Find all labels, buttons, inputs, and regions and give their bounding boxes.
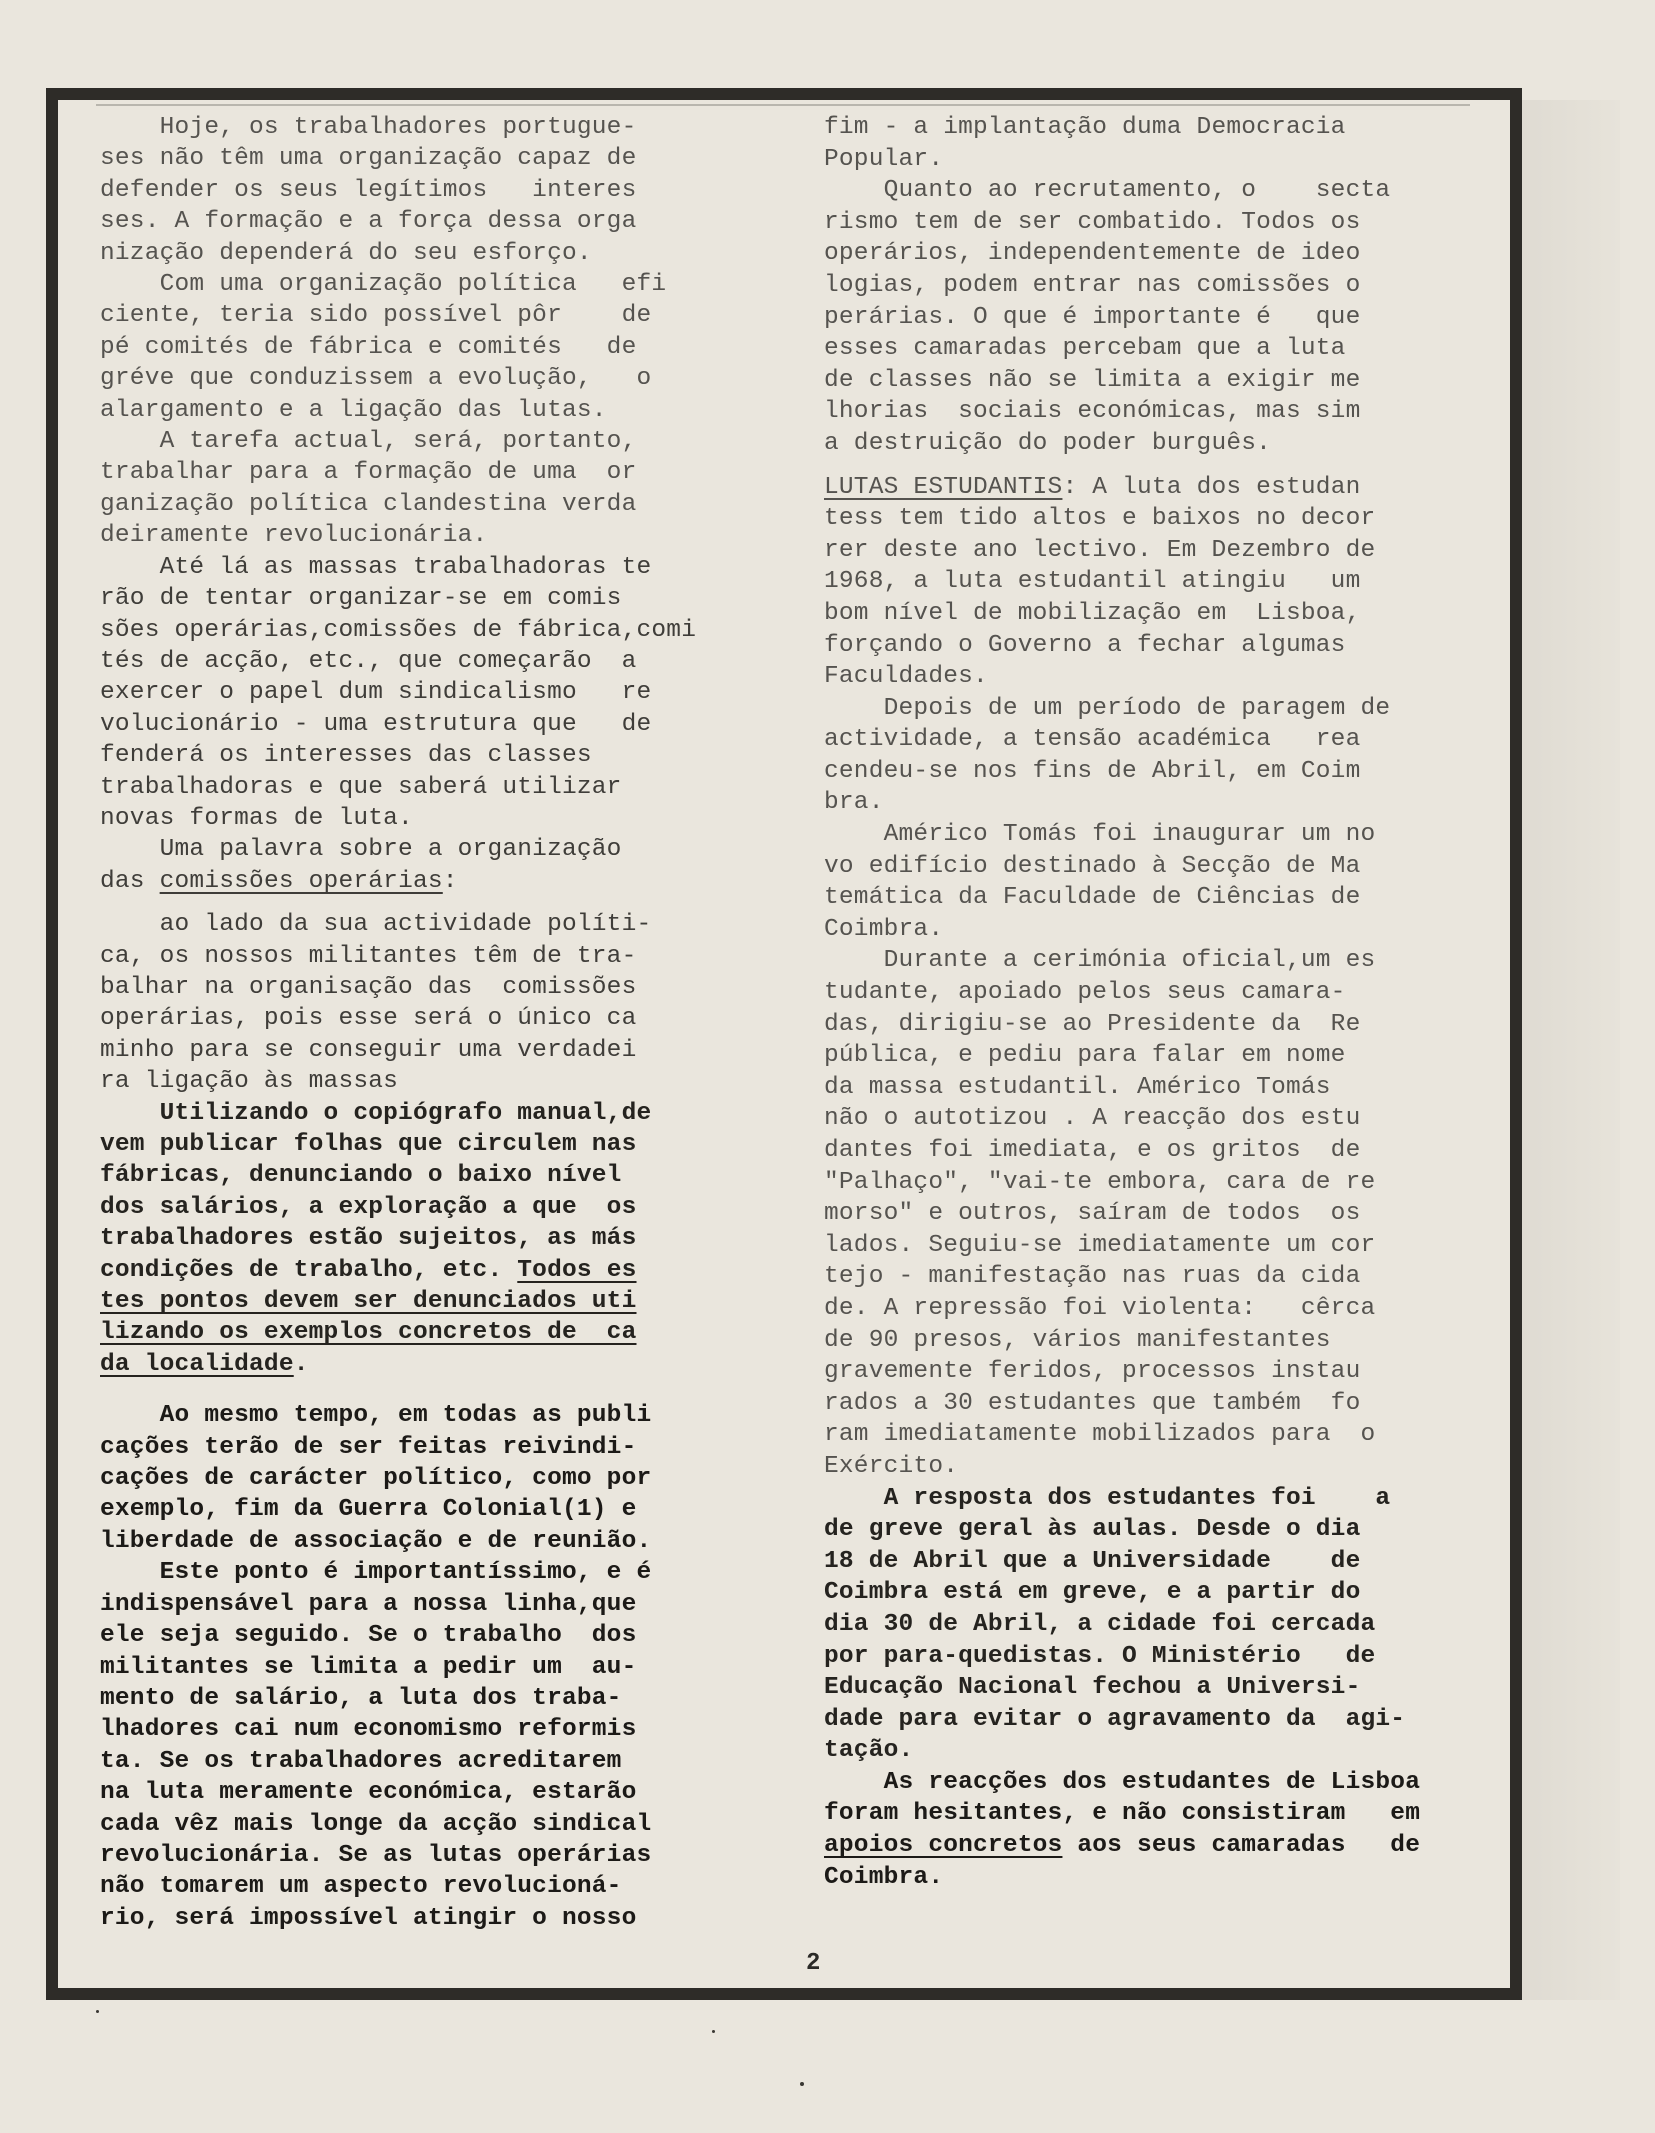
text-line: fenderá os interesses das classes — [100, 742, 592, 770]
text-line: volucionário - uma estrutura que de — [100, 710, 652, 738]
text-line: ra ligação às massas — [100, 1068, 399, 1096]
text-line: Hoje, os trabalhadores portugue- — [100, 114, 637, 141]
text-line: Coimbra. — [824, 1863, 944, 1891]
text-line: mento de salário, a luta dos traba- — [100, 1684, 622, 1712]
text-line: As reacções dos estudantes de Lisboa — [824, 1768, 1421, 1796]
ink-speck — [712, 2030, 715, 2033]
text-line: a destruição do poder burguês. — [824, 429, 1272, 457]
paragraph — [100, 1380, 740, 1400]
left-text-column — [100, 112, 740, 1934]
text-line: gréve que conduzissem a evolução, o — [100, 365, 652, 393]
text-line: 1968, a luta estudantil atingiu um — [824, 568, 1361, 596]
text-line: esses camaradas percebam que a luta — [824, 335, 1346, 363]
text-line: militantes se limita a pedir um au- — [100, 1653, 637, 1681]
text-line: não tomarem um aspecto revolucioná- — [100, 1873, 622, 1901]
text-line: minho para se conseguir uma verdadei — [100, 1036, 637, 1064]
text-line: "Palhaço", "vai-te embora, cara de re — [824, 1168, 1376, 1196]
text-line: cações terão de ser feitas reivindi- — [100, 1433, 637, 1461]
text-line: tess tem tido altos e baixos no decor — [824, 505, 1376, 533]
paragraph — [824, 112, 1484, 175]
text-line: ganização política clandestina verda — [100, 490, 637, 518]
text-line: rismo tem de ser combatido. Todos os — [824, 208, 1361, 236]
text-line: apoios concretos aos seus camaradas de — [824, 1832, 1421, 1860]
text-line: cendeu-se nos fins de Abril, em Coim — [824, 757, 1361, 785]
text-line — [100, 1286, 740, 1317]
text-line: dade para evitar o agravamento da agi- — [824, 1705, 1406, 1733]
underlined-text: tes pontos devem ser denunciados uti — [100, 1288, 637, 1316]
text-line: balhar na organisação das comissões — [100, 973, 637, 1001]
text-line: de. A repressão foi violenta: cêrca — [824, 1294, 1376, 1322]
text-line: temática da Faculdade de Ciências de — [824, 884, 1361, 912]
text-line: perárias. O que é importante é que — [824, 303, 1361, 331]
page-number: 2 — [806, 1950, 821, 1977]
underlined-text: da localidade — [100, 1350, 294, 1378]
text-line: tudante, apoiado pelos seus camara- — [824, 979, 1346, 1007]
text-line: morso" e outros, saíram de todos os — [824, 1200, 1361, 1228]
text-line: Ao mesmo tempo, em todas as publi — [100, 1402, 652, 1430]
text-line: das comissões operárias: — [100, 867, 458, 895]
text-line: actividade, a tensão académica rea — [824, 726, 1361, 754]
text-line: tés de acção, etc., que começarão a — [100, 647, 637, 675]
text-line: gravemente feridos, processos instau — [824, 1358, 1361, 1386]
text-line: indispensável para a nossa linha,que — [100, 1590, 637, 1618]
text-line: ele seja seguido. Se o trabalho dos — [100, 1622, 637, 1650]
text-line: trabalhadores estão sujeitos, as más — [100, 1225, 637, 1253]
text-line: rão de tentar organizar-se em comis — [100, 585, 622, 613]
text-line: 18 de Abril que a Universidade de — [824, 1547, 1361, 1575]
right-text-column — [824, 112, 1484, 1893]
ink-speck — [96, 2010, 99, 2013]
text-line: ram imediatamente mobilizados para o — [824, 1421, 1376, 1449]
text-line: cada vêz mais longe da acção sindical — [100, 1810, 652, 1838]
text-line: operárias, pois esse será o único ca — [100, 1005, 637, 1033]
underlined-text: comissões operárias — [159, 867, 443, 895]
text-line: rer deste ano lectivo. Em Dezembro de — [824, 536, 1376, 564]
text-line: tação. — [824, 1737, 914, 1765]
text-line: Quanto ao recrutamento, o secta — [824, 177, 1391, 205]
underlined-text: LUTAS ESTUDANTIS — [824, 473, 1063, 501]
paragraph — [100, 1400, 740, 1934]
text-line: A resposta dos estudantes foi a — [824, 1484, 1391, 1512]
text-line: dantes foi imediata, e os gritos de — [824, 1137, 1361, 1164]
paragraph — [100, 112, 740, 269]
text-line: ciente, teria sido possível pôr de — [100, 302, 652, 330]
text-line: bra. — [824, 789, 884, 817]
text-line: nização dependerá do seu esforço. — [100, 239, 592, 267]
text-line: lados. Seguiu-se imediatamente um cor — [824, 1231, 1376, 1259]
ink-speck — [800, 2082, 804, 2086]
text-line: ao lado da sua actividade políti- — [100, 911, 652, 939]
text-line: operários, independentemente de ideo — [824, 240, 1361, 268]
text-line: exercer o papel dum sindicalismo re — [100, 679, 652, 707]
text-line: vem publicar folhas que circulem nas — [100, 1131, 637, 1158]
paragraph — [100, 909, 740, 1097]
paragraph — [824, 693, 1484, 819]
text-line: tejo - manifestação nas ruas da cida — [824, 1263, 1361, 1291]
text-line: lhorias sociais económicas, mas sim — [824, 398, 1361, 426]
text-line: Utilizando o copiógrafo manual,de — [100, 1099, 652, 1127]
text-line: ses. A formação e a força dessa orga — [100, 208, 637, 236]
underlined-text: Todos es — [517, 1256, 637, 1284]
text-line: Durante a cerimónia oficial,um es — [824, 947, 1376, 975]
text-line: deiramente revolucionária. — [100, 522, 488, 550]
text-line: vo edifício destinado à Secção de Ma — [824, 852, 1361, 880]
text-line: Popular. — [824, 145, 944, 173]
paragraph — [824, 1767, 1484, 1893]
paper-shadow — [1510, 100, 1620, 2000]
text-line: Uma palavra sobre a organização — [100, 836, 622, 864]
text-line: na luta meramente económica, estarão — [100, 1779, 637, 1807]
text-line: pública, e pediu para falar em nome — [824, 1042, 1346, 1070]
text-line: Américo Tomás foi inaugurar um no — [824, 821, 1376, 849]
text-line: de classes não se limita a exigir me — [824, 366, 1361, 394]
text-line: Coimbra. — [824, 915, 944, 943]
paragraph — [100, 426, 740, 552]
text-line: não o autotizou . A reacção dos estu — [824, 1105, 1361, 1133]
text-line: das, dirigiu-se ao Presidente da Re — [824, 1010, 1361, 1038]
paragraph — [824, 472, 1484, 693]
paragraph — [100, 897, 740, 909]
text-line: rio, será impossível atingir o nosso — [100, 1904, 637, 1932]
text-line: defender os seus legítimos interes — [100, 176, 637, 204]
text-line: revolucionária. Se as lutas operárias — [100, 1841, 652, 1869]
paragraph — [100, 1098, 740, 1381]
text-line: foram hesitantes, e não consistiram em — [824, 1800, 1421, 1828]
text-line: Educação Nacional fechou a Universi- — [824, 1674, 1361, 1702]
text-line: forçando o Governo a fechar algumas — [824, 631, 1346, 659]
text-line: de greve geral às aulas. Desde o dia — [824, 1516, 1361, 1544]
paragraph — [824, 460, 1484, 472]
paragraph — [824, 1483, 1484, 1767]
text-line: rados a 30 estudantes que também fo — [824, 1389, 1361, 1417]
paragraph — [824, 945, 1484, 1482]
text-line: ta. Se os trabalhadores acreditarem — [100, 1747, 622, 1775]
text-line: bom nível de mobilização em Lisboa, — [824, 599, 1361, 627]
text-line: Faculdades. — [824, 663, 988, 691]
text-line: LUTAS ESTUDANTIS: A luta dos estudan — [824, 473, 1361, 501]
text-line: de 90 presos, vários manifestantes — [824, 1326, 1331, 1354]
text-line: alargamento e a ligação das lutas. — [100, 396, 607, 424]
text-line: exemplo, fim da Guerra Colonial(1) e — [100, 1496, 637, 1524]
paragraph — [100, 269, 740, 426]
paragraph — [824, 175, 1484, 459]
text-line: por para-quedistas. O Ministério de — [824, 1642, 1376, 1670]
text-line: condições de trabalho, etc. Todos es — [100, 1256, 637, 1284]
paragraph — [100, 834, 740, 897]
text-line: logias, podem entrar nas comissões o — [824, 271, 1361, 299]
text-line: novas formas de luta. — [100, 804, 413, 832]
text-line: da localidade. — [100, 1350, 309, 1378]
text-line: ses não têm uma organização capaz de — [100, 145, 637, 173]
text-line: trabalhar para a formação de uma or — [100, 459, 637, 487]
text-line: Este ponto é importantíssimo, e é — [100, 1559, 652, 1587]
text-line: cações de carácter político, como por — [100, 1465, 652, 1493]
text-line: Até lá as massas trabalhadoras te — [100, 553, 652, 581]
text-line: A tarefa actual, será, portanto, — [100, 428, 637, 456]
underlined-text: lizando os exemplos concretos de ca — [100, 1319, 637, 1347]
text-line: sões operárias,comissões de fábrica,comi — [100, 616, 697, 644]
text-line: liberdade de associação e de reunião. — [100, 1527, 652, 1555]
text-line: pé comités de fábrica e comités de — [100, 333, 637, 361]
text-line: dia 30 de Abril, a cidade foi cercada — [824, 1610, 1376, 1638]
text-line: Com uma organização política efi — [100, 271, 667, 299]
text-line: ca, os nossos militantes têm de tra- — [100, 942, 637, 970]
underlined-text: apoios concretos — [824, 1832, 1063, 1860]
text-line: Coimbra está em greve, e a partir do — [824, 1579, 1361, 1607]
text-line: fim - a implantação duma Democracia — [824, 114, 1346, 141]
paragraph — [824, 819, 1484, 945]
text-line: Depois de um período de paragem de — [824, 694, 1391, 722]
text-line: fábricas, denunciando o baixo nível — [100, 1162, 622, 1190]
text-line: dos salários, a exploração a que os — [100, 1193, 637, 1221]
text-line: da massa estudantil. Américo Tomás — [824, 1073, 1331, 1101]
text-line: trabalhadoras e que saberá utilizar — [100, 773, 622, 801]
text-line: lhadores cai num economismo reformis — [100, 1716, 637, 1744]
text-line — [100, 1317, 740, 1348]
paragraph — [100, 552, 740, 835]
text-line: Exército. — [824, 1452, 959, 1480]
